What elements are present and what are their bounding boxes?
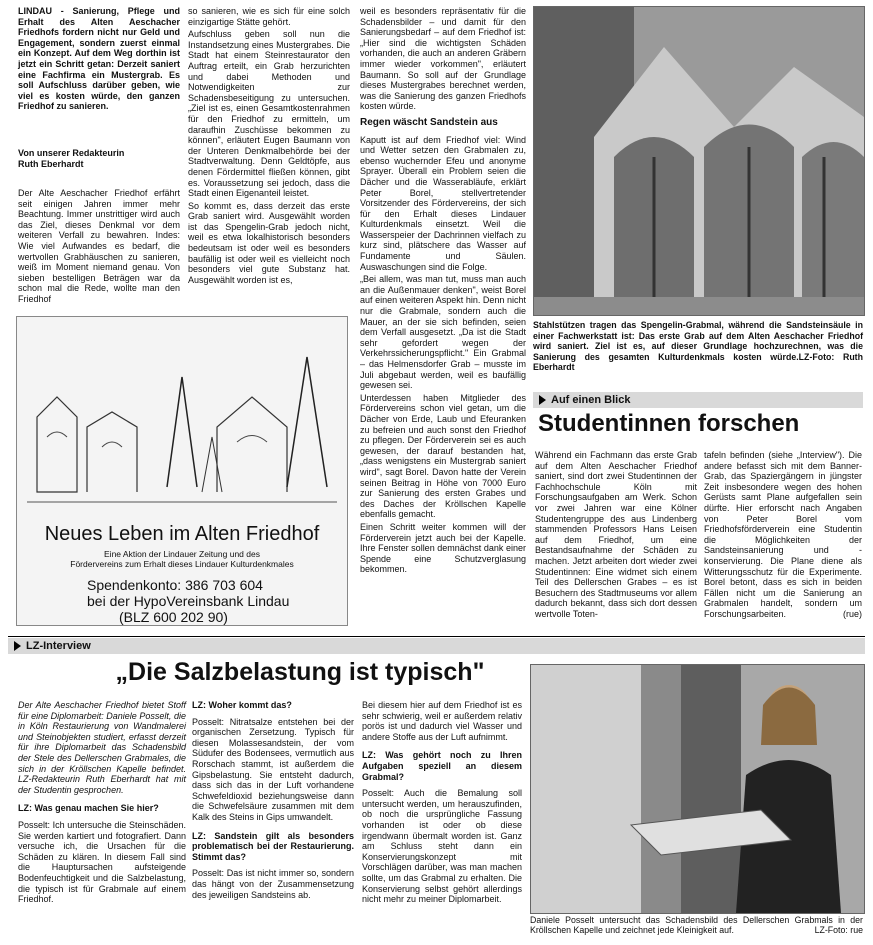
interview-intro: Der Alte Aeschacher Friedhof bietet Stoff für eine Diplomarbeit: Daniele Posselt, die in Köln Restaurierung von Wandmalerei und Steinobjekten studiert, erfasst derzeit für ihre Diplomarbeit das Schadensbild der Stele des Dellerschen Grabmales, die sich in der Kröllschen Kapelle befindet. LZ-Redakteurin Ruth Eberhardt hat mit der Studentin gesprochen. [18, 700, 186, 795]
ad-subtitle [17, 549, 347, 569]
triangle-icon [539, 395, 546, 405]
col3-para-4: Unterdessen haben Mitglieder des Fördervereins schon viel getan, um die Dächer von Erde, Laub und Efeuranken zu befreien und auch sonst den Friedhof zu pflegen. Der Förderverein sei es auch gewesen, der darauf bestanden hat, „dass wenigstens ein Mustergrab saniert wird", sagt Borel. Davon hatte der Verein seinen Beitrag in Höhe von 7000 Euro zur Sanierung des ersten Grabes und des Daches der Kröllschen Kapelle ebenfalls gemacht. [360, 392, 526, 520]
ad-account: Spendenkonto: 386 703 604 [87, 577, 263, 593]
col2-para-1: so sanieren, wie es sich für eine solch einzigartige Stätte gehört. [188, 6, 350, 27]
article-lead: LINDAU - Sanierung, Pflege und Erhalt des Alten Aeschacher Friedhofs fordern nicht nur Geld und Engagement, sondern zuerst einmal ein Konzept. Auf dem Weg dorthin ist jetzt ein Schritt getan: Derzeit saniert eine Fachfirma ein Mustergrab. Es soll Aufschluss darüber geben, wie viel es kosten würde, den ganzen Friedhof zu sanieren. [18, 6, 180, 112]
box-tag-bar [533, 390, 863, 410]
interview-a3b: Bei diesem hier auf dem Friedhof ist es sehr schwierig, weil er außerdem relativ porös ist und dadurch viel Wasser und andere Stoffe aus der Luft aufnimmt. [362, 700, 522, 742]
byline-label: Von unserer Redakteurin [18, 148, 125, 158]
interview-headline: „Die Salzbelastung ist typisch" [115, 658, 485, 686]
interview-q1: LZ: Was genau machen Sie hier? [18, 803, 159, 814]
interview-tag [8, 638, 865, 654]
box-col1: Während ein Fachmann das erste Grab auf dem Alten Aeschacher Friedhof saniert, sind dort zwei Studentinnen der Fachhochschule Köln mit Forschungsaufgaben am Werk. Schon vor zwei Jahren war eine Kölner Studentengruppe des aus Lindenberg stammenden Professors Hans Leisen auf dem Friedhof, um eine Bestandsaufnahme der Schäden zu machen. Jetzt arbeiten dort wieder zwei Studentinnen: Eine widmet sich einem Teil des Dellerschen Grabes – es ist Besuchern des Stadtmuseums vor allem dadurch bekannt, dass sich dort dessen wertvolle Toten- [535, 450, 697, 619]
interview-a3: Posselt: Das ist nicht immer so, sondern das hängt von der Zusammensetzung des jeweiligen Sandsteins ab. [192, 868, 354, 900]
interview-q3: LZ: Sandstein gilt als besonders problematisch bei der Restaurierung. Stimmt das? [192, 830, 354, 862]
article-subhead: Regen wäscht Sandstein aus [360, 116, 498, 128]
student-caption-text: Daniele Posselt untersucht das Schadensbild des Dellerschen Grabmals in der Kröllschen Kapelle und zeichnet jede Kleinigkeit auf. [530, 915, 863, 936]
interview-tag-label: LZ-Interview [26, 640, 91, 652]
byline-author: Ruth Eberhardt [18, 158, 84, 169]
interview-q4: LZ: Was gehört noch zu Ihren Aufgaben speziell an diesem Grabmal? [362, 750, 522, 782]
interview-col2 [192, 700, 354, 902]
interview-a4: Posselt: Auch die Bemalung soll untersucht werden, um herauszufinden, ob noch die ursprüngliche Fassung vorhanden ist oder ob diese irgendwann übermalt worden ist. Ganz am Schluss steht dann ein Konservierungskonzept mit Vorschlägen darüber, was man machen sollte, um das Grabmal zu erhalten. Die Konservierung selbst gehört allerdings nicht mehr zu meiner Diplomarbeit. [362, 788, 522, 905]
student-photo [530, 664, 865, 914]
box-tag-label: Auf einen Blick [551, 394, 631, 406]
box-tag [533, 392, 863, 408]
article-col2 [188, 6, 350, 287]
ad-blz: (BLZ 600 202 90) [119, 609, 228, 625]
cemetery-sketch [17, 317, 347, 517]
interview-col3 [362, 700, 522, 907]
ad-bank: bei der HypoVereinsbank Lindau [87, 593, 290, 609]
box-signature: (rue) [842, 608, 862, 619]
ad-subtitle-1: Eine Aktion der Lindauer Zeitung und des [104, 549, 260, 559]
grave-photo [533, 6, 865, 316]
grave-photo-drawing [534, 7, 864, 315]
box-col2-text: tafeln befinden (siehe „Interview"). Die andere befasst sich mit dem Banner-Grab, das Spaziergängern in jüngster Zeit insbesondere wegen des hohen Gerüsts samt Plane aufgefallen sein dürfte. Hier erforscht nach Angaben von Peter Borel vom Friedhofsförderverein eine Studentin die Möglichkeiten der Sandsteinsanierung und -konservierung. Die Plane diene als Witterungsschutz für die Experimente. Borel betont, dass es sich in beiden Fällen nicht um die Sanierung an Grabmalen handelt, sondern um Forschungsarbeiten. [704, 450, 862, 619]
col3-para-2: Kaputt ist auf dem Friedhof viel: Wind und Wetter setzen den Grabmalen zu, ebenso wuchernder Efeu und anonyme Sprayer. Überall ein Problem seien die Dächer und die Wasserabläufe, erklärt Peter Borel, stellvertretender Vorsitzender des Fördervereins, der sich für den Erhalt dieses Lindauer Kulturdenkmals einsetzt. Weil die Wasserspeier der Dachrinnen vielfach zu kurz sind, plätschere das Wasser auf Fundamente und Säulen. Auswaschungen sind die Folge. [360, 134, 526, 272]
ad-title: Neues Leben im Alten Friedhof [44, 523, 320, 545]
student-photo-drawing [531, 665, 864, 913]
photo-caption: Stahlstützen tragen das Spengelin-Grabmal, während die Sandsteinsäule in einer Fachwerkstatt ist: Das erste Grab auf dem Alten Aeschacher Friedhof wird saniert. Ziel ist es, auf dieser Grundlage hochzurechnen, was die Sanierung des gesamten Kulturdenkmals kosten würde.LZ-Foto: Ruth Eberhardt [533, 320, 863, 372]
section-divider [8, 636, 865, 637]
student-caption-credit: LZ-Foto: rue [814, 925, 863, 936]
interview-col1 [18, 700, 186, 907]
interview-q2: LZ: Woher kommt das? [192, 700, 292, 710]
box-col2 [704, 450, 862, 620]
interview-tag-bar [8, 638, 865, 654]
article-col1: Der Alte Aeschacher Friedhof erfährt seit einigen Jahren immer mehr Beachtung. Immer unstrittiger wird auch das Ziel, dieses Denkmal vor dem weiteren Verfall zu bewahren. Indes: Wie viel Aufwandes es bedarf, die wertvollen Grabhäuschen zu sanieren, weiß im Moment niemand genau. Von sieben bestelligen Beträgen war da schon mal die Rede, wollte man den Friedhof [18, 188, 180, 304]
byline [18, 148, 180, 169]
col3-para-1: weil es besonders repräsentativ für die Schadensbilder – und damit für den Sanierungsbedarf – auf dem Friedhof ist: „Hier sind die wichtigsten Schäden vorhanden, die auch an anderen Gräbern immer wieder vorkommen", erläutert Baumann. So soll auf der Grundlage dieses Mustergrabes berechnet werden, was die Sanierung des ganzen Friedhofs kosten würde. [360, 6, 526, 112]
interview-a2: Posselt: Nitratsalze entstehen bei der organischen Zersetzung. Typisch für diesen Molassesandstein, der vom Südufer des Bodensees, vermutlich aus Rorschach stammt, ist außerdem die Gipsbelastung. Sie entsteht dadurch, dass sich das in der Luft vorhandene Schwefeldioxid beziehungsweise dann die Schwefelsäure zusammen mit dem Kalk des Steins in Gips umwandelt. [192, 716, 354, 822]
interview-a1: Posselt: Ich untersuche die Steinschäden. Sie werden kartiert und fotografiert. Dann versuche ich, die Ursachen für die Schäden zu klären. In diesem Fall sind die Hauptursachen aufsteigende Bodenfeuchtigkeit und die Salzbelastung, die typisch ist für Grabmale auf einem Friedhof. [18, 819, 186, 905]
col3-para-5: Einen Schritt weiter kommen will der Förderverein jetzt auch bei der Kapelle. Ihre Fenster sollen demnächst dank einer Spende eine Schutzverglasung bekommen. [360, 521, 526, 575]
article-col3 [360, 6, 526, 577]
ad-box [16, 316, 348, 626]
col2-para-3: So kommt es, dass derzeit das erste Grab saniert wird. Ausgewählt worden ist das Spengelin-Grab jedoch nicht, weil es etwa lokalhistorisch besonders bedeutsam ist oder weil es besonders baufällig ist oder weil es vielleicht noch besonders viel gute Substanz hat. Ausgewählt worden ist es, [188, 200, 350, 285]
col3-para-3: „Bei allem, was man tut, muss man auch an die Außenmauer denken", weist Borel auf einen weiteren Aspekt hin. Denn nicht nur die Grabmale, sondern auch die Mauer, an der sie sich befinden, seien dem Verfall ausgesetzt. „Da ist die Stadt sehr gefordert wegen der Verkehrssicherungspflicht." Ein Grabmal – das Helmensdorfer Grab – musste im Juli abgebaut werden, weil es baufällig gewesen sei. [360, 274, 526, 391]
ad-subtitle-2: Fördervereins zum Erhalt dieses Lindauer Kulturdenkmales [70, 559, 294, 569]
triangle-icon [14, 641, 21, 651]
student-photo-caption [530, 915, 863, 936]
box-headline: Studentinnen forschen [538, 410, 800, 437]
ad-donation [87, 577, 347, 625]
col2-para-2: Aufschluss geben soll nun die Instandsetzung eines Mustergrabes. Die Stadt hat einem Steinrestaurator den Auftrag erteilt, ein Grab herzurichten und dabei Methoden und Notwendigkeiten zur Schadensbeseitigung zu untersuchen. „Ziel ist es, einen Gesamtkostenrahmen für den Friedhof zu ermitteln, um daraufhin Zuschüsse bekommen zu können", erläutert Eugen Baumann von der Unteren Denkmalbehörde bei der Stadtverwaltung. Denn Geldtöpfe, aus denen Fördermittel fließen können, gibt es. Voraussetzung sei jedoch, dass die Stadt einen Eigenanteil leistet. [188, 29, 350, 199]
